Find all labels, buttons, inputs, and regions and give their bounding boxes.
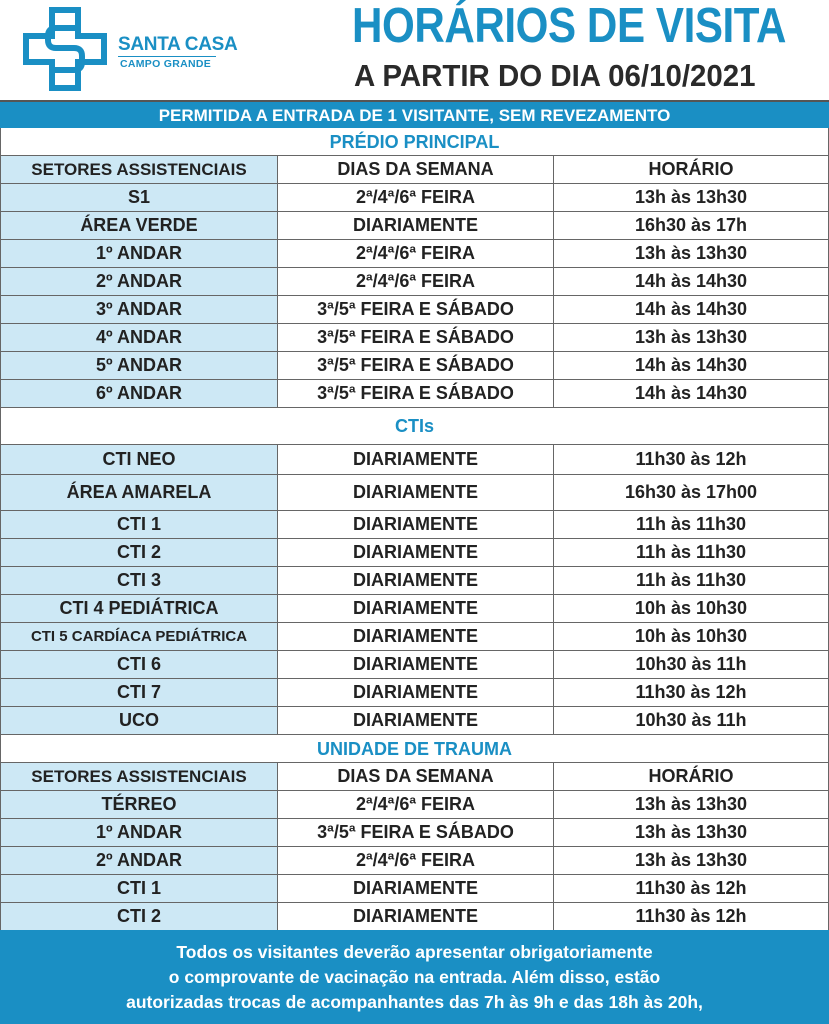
days-cell: 2ª/4ª/6ª FEIRA <box>277 240 553 267</box>
table-row <box>0 679 829 707</box>
days-cell: 2ª/4ª/6ª FEIRA <box>277 847 553 874</box>
table-row <box>0 707 829 735</box>
sector-cell: ÁREA AMARELA <box>0 475 277 510</box>
days-cell: 2ª/4ª/6ª FEIRA <box>277 791 553 818</box>
sector-cell: 4º ANDAR <box>0 324 277 351</box>
table-row <box>0 352 829 380</box>
sector-cell: CTI 1 <box>0 511 277 538</box>
time-cell: 11h30 às 12h <box>553 875 829 902</box>
sector-cell: CTI NEO <box>0 445 277 474</box>
days-cell: 3ª/5ª FEIRA E SÁBADO <box>277 380 553 407</box>
days-cell: 3ª/5ª FEIRA E SÁBADO <box>277 296 553 323</box>
table-row <box>0 324 829 352</box>
time-cell: 13h às 13h30 <box>553 847 829 874</box>
table-row <box>0 268 829 296</box>
sector-cell: 2º ANDAR <box>0 268 277 295</box>
sector-cell: 1º ANDAR <box>0 240 277 267</box>
days-cell: 3ª/5ª FEIRA E SÁBADO <box>277 819 553 846</box>
time-cell: 10h30 às 11h <box>553 651 829 678</box>
days-cell: DIARIAMENTE <box>277 875 553 902</box>
time-cell: 11h30 às 12h <box>553 903 829 930</box>
time-cell: 16h30 às 17h00 <box>553 475 829 510</box>
sector-cell: 1º ANDAR <box>0 819 277 846</box>
column-header: SETORES ASSISTENCIAIS <box>0 156 277 183</box>
table-row <box>0 296 829 324</box>
days-cell: DIARIAMENTE <box>277 679 553 706</box>
time-cell: 13h às 13h30 <box>553 184 829 211</box>
time-cell: 11h30 às 12h <box>553 445 829 474</box>
days-cell: DIARIAMENTE <box>277 707 553 734</box>
sector-cell: CTI 6 <box>0 651 277 678</box>
table-row <box>0 623 829 651</box>
column-header: DIAS DA SEMANA <box>277 763 553 790</box>
time-cell: 13h às 13h30 <box>553 819 829 846</box>
sector-cell: TÉRREO <box>0 791 277 818</box>
days-cell: DIARIAMENTE <box>277 475 553 510</box>
time-cell: 14h às 14h30 <box>553 296 829 323</box>
table-row <box>0 567 829 595</box>
column-header: HORÁRIO <box>553 156 829 183</box>
sector-cell: 6º ANDAR <box>0 380 277 407</box>
table-row <box>0 240 829 268</box>
vaccination-notice <box>0 930 829 1024</box>
days-cell: DIARIAMENTE <box>277 445 553 474</box>
table-row <box>0 791 829 819</box>
time-cell: 11h às 11h30 <box>553 567 829 594</box>
time-cell: 13h às 13h30 <box>553 324 829 351</box>
logo-divider <box>118 56 216 57</box>
days-cell: DIARIAMENTE <box>277 511 553 538</box>
time-cell: 10h30 às 11h <box>553 707 829 734</box>
days-cell: DIARIAMENTE <box>277 567 553 594</box>
visitor-rule-banner: PERMITIDA A ENTRADA DE 1 VISITANTE, SEM REVEZAMENTO <box>0 100 829 128</box>
time-cell: 14h às 14h30 <box>553 380 829 407</box>
days-cell: DIARIAMENTE <box>277 903 553 930</box>
sector-cell: CTI 7 <box>0 679 277 706</box>
table-row <box>0 875 829 903</box>
section-title-trauma: UNIDADE DE TRAUMA <box>0 735 829 763</box>
logo-subtitle: CAMPO GRANDE <box>120 58 212 70</box>
sector-cell: 3º ANDAR <box>0 296 277 323</box>
sector-cell: UCO <box>0 707 277 734</box>
sector-cell: CTI 3 <box>0 567 277 594</box>
table-header-row <box>0 763 829 791</box>
days-cell: 2ª/4ª/6ª FEIRA <box>277 184 553 211</box>
logo-name: SANTA CASA <box>118 34 238 55</box>
table-row <box>0 511 829 539</box>
time-cell: 11h30 às 12h <box>553 679 829 706</box>
table-row <box>0 651 829 679</box>
table-row <box>0 212 829 240</box>
sector-cell: CTI 2 <box>0 539 277 566</box>
time-cell: 13h às 13h30 <box>553 240 829 267</box>
days-cell: 2ª/4ª/6ª FEIRA <box>277 268 553 295</box>
time-cell: 14h às 14h30 <box>553 352 829 379</box>
table-row <box>0 903 829 931</box>
page-subtitle: A PARTIR DO DIA 06/10/2021 <box>354 58 756 93</box>
notice-line: Todos os visitantes deverão apresentar obrigatoriamente <box>176 942 653 962</box>
days-cell: DIARIAMENTE <box>277 212 553 239</box>
sector-cell: S1 <box>0 184 277 211</box>
column-header: HORÁRIO <box>553 763 829 790</box>
time-cell: 10h às 10h30 <box>553 623 829 650</box>
section-title-ctis: CTIs <box>0 408 829 445</box>
table-row <box>0 445 829 475</box>
sector-cell: 2º ANDAR <box>0 847 277 874</box>
days-cell: DIARIAMENTE <box>277 623 553 650</box>
notice-line: autorizadas trocas de acompanhantes das 7h às 9h e das 18h às 20h, <box>126 992 703 1012</box>
sector-cell: CTI 4 PEDIÁTRICA <box>0 595 277 622</box>
santa-casa-logo-icon <box>22 6 108 92</box>
time-cell: 16h30 às 17h <box>553 212 829 239</box>
table-row <box>0 595 829 623</box>
days-cell: 3ª/5ª FEIRA E SÁBADO <box>277 352 553 379</box>
page-header <box>0 0 829 100</box>
section-title-predio: PRÉDIO PRINCIPAL <box>0 128 829 156</box>
column-header: DIAS DA SEMANA <box>277 156 553 183</box>
table-row <box>0 847 829 875</box>
time-cell: 14h às 14h30 <box>553 268 829 295</box>
table-row <box>0 380 829 408</box>
table-row <box>0 184 829 212</box>
time-cell: 11h às 11h30 <box>553 511 829 538</box>
time-cell: 11h às 11h30 <box>553 539 829 566</box>
days-cell: DIARIAMENTE <box>277 539 553 566</box>
table-row <box>0 539 829 567</box>
page-title: HORÁRIOS DE VISITA <box>352 0 786 53</box>
schedule-table <box>0 100 829 931</box>
sector-cell: CTI 2 <box>0 903 277 930</box>
sector-cell: 5º ANDAR <box>0 352 277 379</box>
sector-cell: CTI 1 <box>0 875 277 902</box>
notice-line: o comprovante de vacinação na entrada. Além disso, estão <box>168 967 661 987</box>
table-header-row <box>0 156 829 184</box>
sector-cell: ÁREA VERDE <box>0 212 277 239</box>
days-cell: 3ª/5ª FEIRA E SÁBADO <box>277 324 553 351</box>
time-cell: 10h às 10h30 <box>553 595 829 622</box>
time-cell: 13h às 13h30 <box>553 791 829 818</box>
sector-cell: CTI 5 CARDÍACA PEDIÁTRICA <box>0 623 277 650</box>
table-row <box>0 819 829 847</box>
days-cell: DIARIAMENTE <box>277 595 553 622</box>
table-row <box>0 475 829 511</box>
days-cell: DIARIAMENTE <box>277 651 553 678</box>
column-header: SETORES ASSISTENCIAIS <box>0 763 277 790</box>
